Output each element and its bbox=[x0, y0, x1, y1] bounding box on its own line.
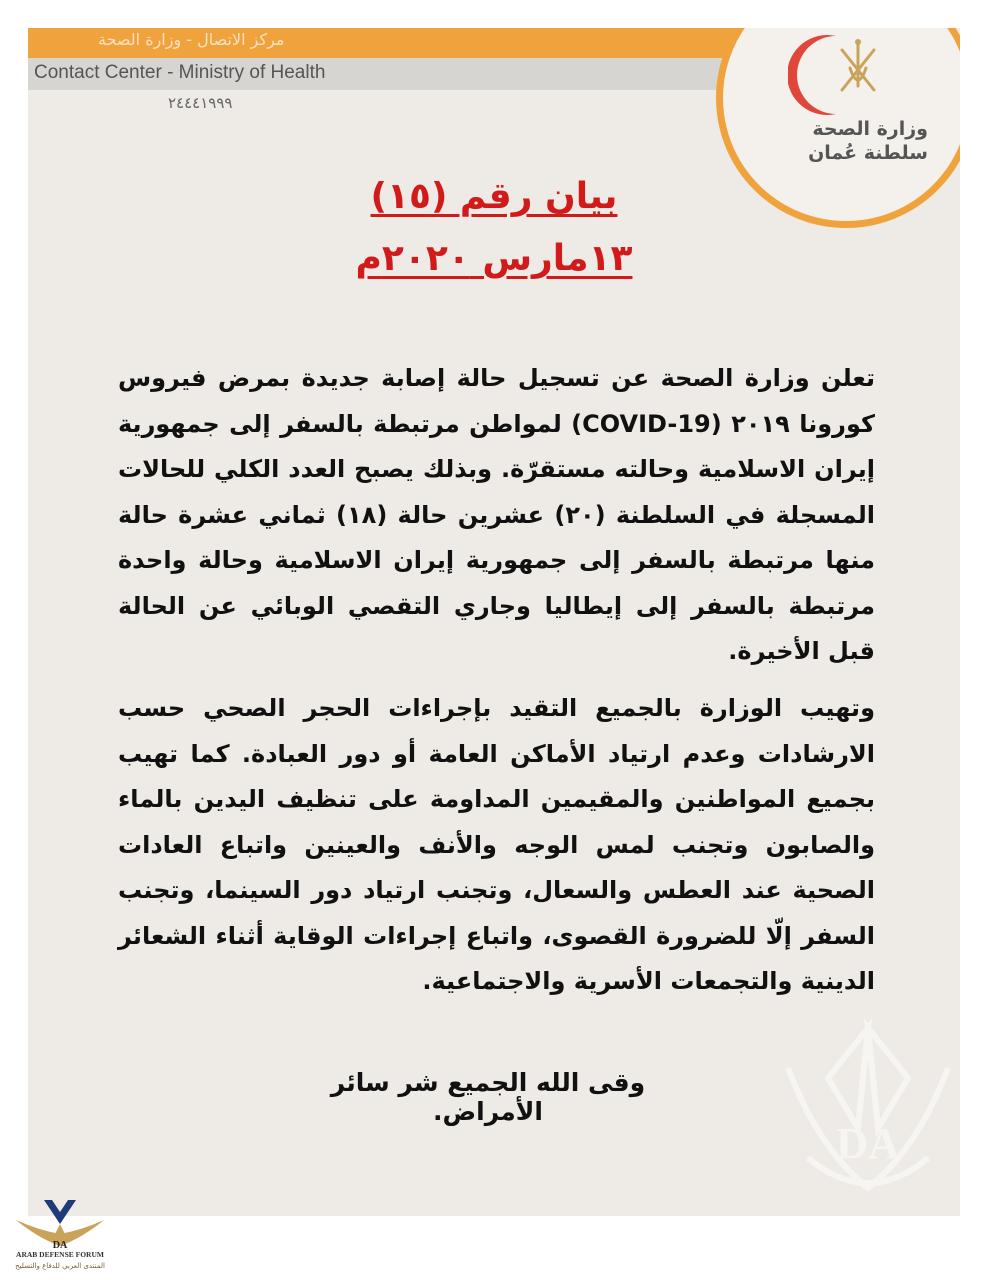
body-paragraph-1: تعلن وزارة الصحة عن تسجيل حالة إصابة جديدة بمرض فيروس كورونا ٢٠١٩ (COVID-19) لمواطن مرتبطة بالسفر إلى جمهورية إيران الاسلامية وحالته مستقرّة. وبذلك يصبح العدد الكلي للحالات المسجلة في السلطنة (٢٠) عشرين حالة (١٨) ثماني عشرة حالة منها مرتبطة بالسفر إلى جمهورية إيران الاسلامية وحالة واحدة مرتبطة بالسفر إلى إيطاليا وجاري التقصي الوبائي عن الحالة قبل الأخيرة. bbox=[118, 364, 876, 665]
forum-badge-logo-icon bbox=[8, 1196, 112, 1252]
statement-title: بيان رقم (١٥) bbox=[370, 176, 618, 217]
forum-badge-english: ARAB DEFENSE FORUM bbox=[16, 1250, 104, 1259]
svg-text:DA: DA bbox=[52, 1240, 68, 1251]
closing-line: وقى الله الجميع شر سائر الأمراض. bbox=[330, 1068, 646, 1126]
logo-country-text: سلطنة عُمان bbox=[808, 142, 928, 164]
svg-text:DA: DA bbox=[836, 1119, 900, 1168]
forum-watermark-icon bbox=[768, 1008, 960, 1216]
header-english-contact: Contact Center - Ministry of Health bbox=[34, 62, 326, 83]
document-page bbox=[28, 28, 960, 1216]
statement-date: ١٣مارس ٢٠٢٠م bbox=[355, 238, 633, 279]
body-paragraph-2: وتهيب الوزارة بالجميع التقيد بإجراءات الحجر الصحي حسب الارشادات وعدم ارتياد الأماكن العامة أو دور العبادة. كما تهيب بجميع المواطنين والمقيمين المداومة على تنظيف اليدين بالماء والصابون وتجنب لمس الوجه والأنف والعينين واتباع العادات الصحية عند العطس والسعال، وتجنب ارتياد دور السينما، وتجنب السفر إلّا للضرورة القصوى، واتباع إجراءات الوقاية أثناء الشعائر الدينية والتجمعات الأسرية والاجتماعية. bbox=[118, 694, 875, 995]
header-grey-bar bbox=[28, 58, 738, 90]
forum-badge bbox=[8, 1196, 112, 1278]
logo-ministry-text: وزارة الصحة bbox=[812, 118, 928, 140]
header-orange-bar bbox=[28, 28, 748, 58]
header-phone-number: ٢٤٤٤١٩٩٩ bbox=[168, 94, 233, 112]
oman-emblem-icon bbox=[788, 28, 898, 118]
forum-badge-arabic: المنتدى العربي للدفاع والتسليح bbox=[15, 1262, 105, 1270]
header-arabic-contact: مركز الاتصال - وزارة الصحة bbox=[98, 30, 285, 49]
